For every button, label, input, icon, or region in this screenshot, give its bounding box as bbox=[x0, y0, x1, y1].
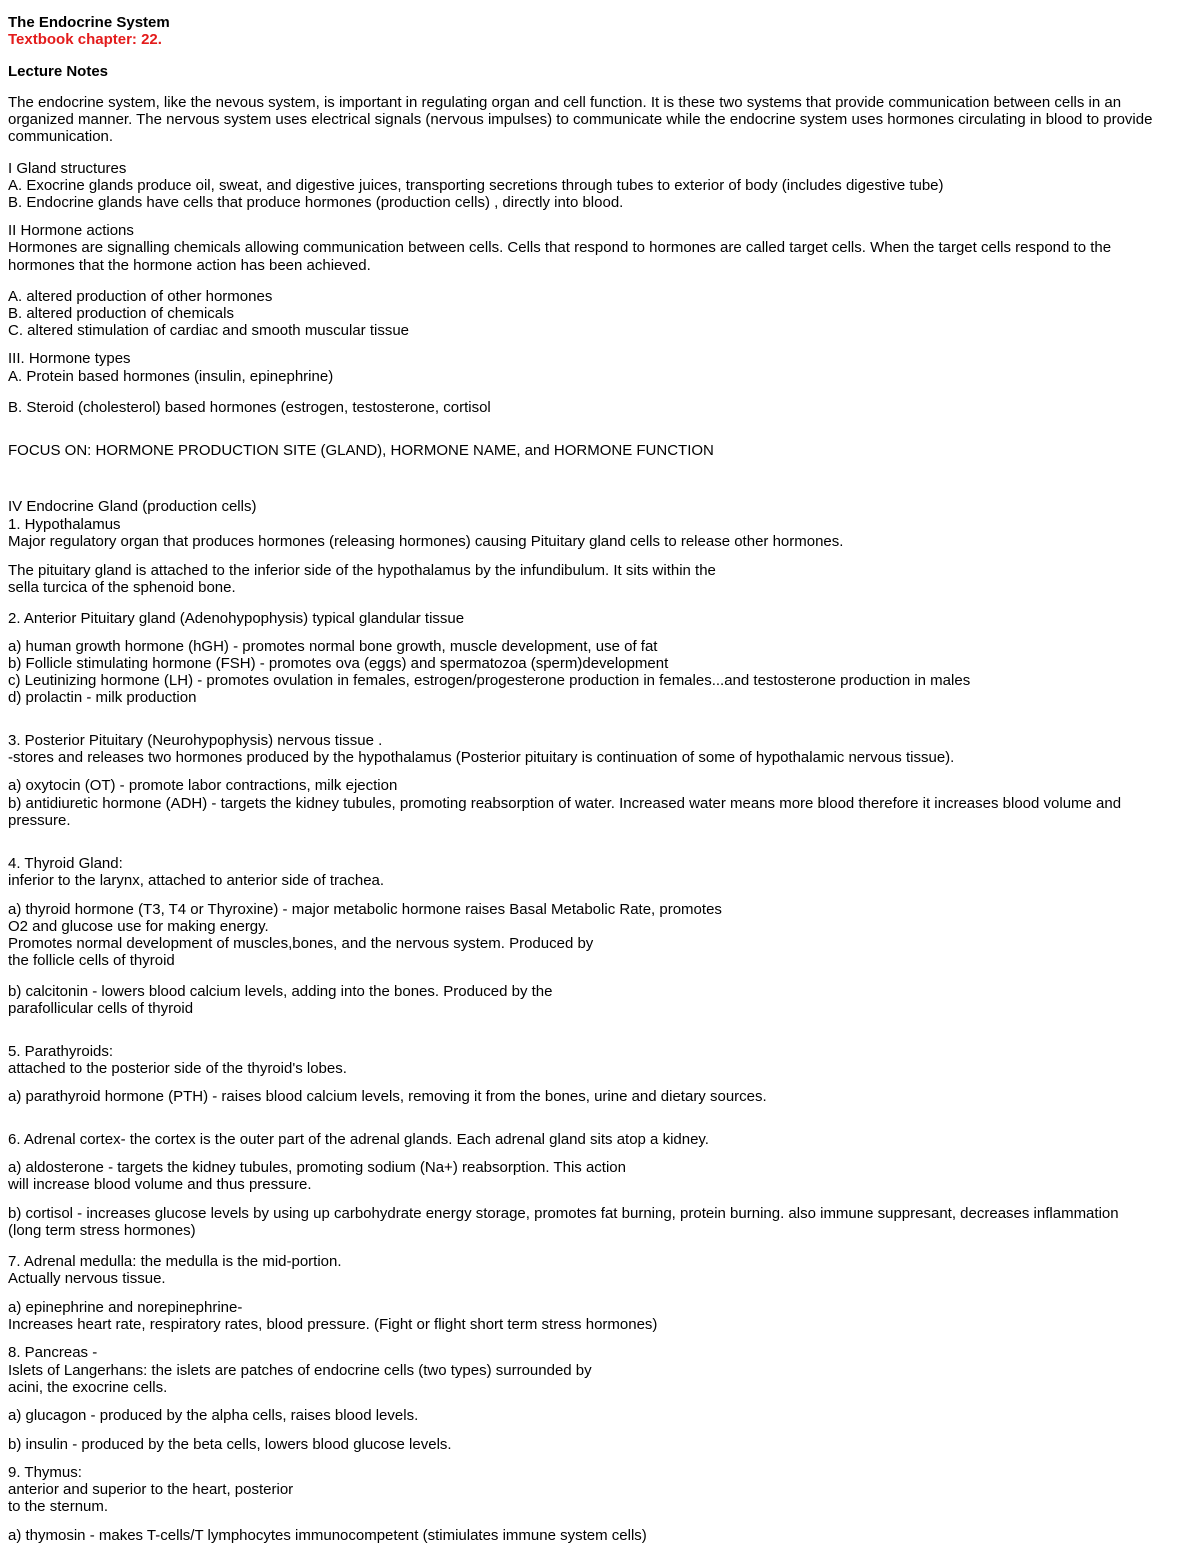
thymus-desc: to the sternum. bbox=[8, 1498, 109, 1515]
pancreas-item: a) glucagon - produced by the alpha cells, raises blood levels. bbox=[8, 1407, 419, 1424]
pancreas-desc: acini, the exocrine cells. bbox=[8, 1379, 168, 1396]
intro-line-2: organized manner. The nervous system uses electrical signals (nervous impulses) to communicate while the endocrine system uses hormones circulating in blood to provide bbox=[8, 111, 1153, 128]
hormone-actions-item: C. altered stimulation of cardiac and smooth muscular tissue bbox=[8, 322, 410, 339]
posterior-pituitary-desc: -stores and releases two hormones produced by the hypothalamus (Posterior pituitary is continuation of some of hypothalamic nervous tissue). bbox=[8, 749, 955, 766]
hormone-types-item: B. Steroid (cholesterol) based hormones (estrogen, testosterone, cortisol bbox=[8, 399, 491, 416]
adrenal-medulla-item: a) epinephrine and norepinephrine- bbox=[8, 1299, 243, 1316]
chapter-reference: Textbook chapter: 22. bbox=[8, 31, 162, 48]
thyroid-item: Promotes normal development of muscles,bones, and the nervous system. Produced by bbox=[8, 935, 594, 952]
parathyroids-heading: 5. Parathyroids: bbox=[8, 1043, 114, 1060]
gland-structures-heading: I Gland structures bbox=[8, 160, 127, 177]
hormone-actions-desc: hormones that the hormone action has been achieved. bbox=[8, 257, 371, 274]
endocrine-glands-heading: IV Endocrine Gland (production cells) bbox=[8, 498, 257, 515]
gland-structures-item: A. Exocrine glands produce oil, sweat, and digestive juices, transporting secretions through tubes to exterior of body (includes digestive tube) bbox=[8, 177, 944, 194]
thyroid-item: O2 and glucose use for making energy. bbox=[8, 918, 269, 935]
section-heading: Lecture Notes bbox=[8, 63, 109, 80]
anterior-pituitary-item: b) Follicle stimulating hormone (FSH) - promotes ova (eggs) and spermatozoa (sperm)development bbox=[8, 655, 669, 672]
focus-note: FOCUS ON: HORMONE PRODUCTION SITE (GLAND), HORMONE NAME, and HORMONE FUNCTION bbox=[8, 442, 714, 459]
anterior-pituitary-item: c) Leutinizing hormone (LH) - promotes ovulation in females, estrogen/progesterone production in females...and testosterone production in males bbox=[8, 672, 971, 689]
adrenal-cortex-item: (long term stress hormones) bbox=[8, 1222, 196, 1239]
thyroid-item: the follicle cells of thyroid bbox=[8, 952, 175, 969]
thyroid-item: a) thyroid hormone (T3, T4 or Thyroxine) - major metabolic hormone raises Basal Metabolic Rate, promotes bbox=[8, 901, 722, 918]
anterior-pituitary-item: a) human growth hormone (hGH) - promotes normal bone growth, muscle development, use of fat bbox=[8, 638, 658, 655]
anterior-pituitary-heading: 2. Anterior Pituitary gland (Adenohypophysis) typical glandular tissue bbox=[8, 610, 465, 627]
parathyroids-desc: attached to the posterior side of the thyroid's lobes. bbox=[8, 1060, 347, 1077]
hypothalamus-heading: 1. Hypothalamus bbox=[8, 516, 121, 533]
thyroid-item: b) calcitonin - lowers blood calcium levels, adding into the bones. Produced by the bbox=[8, 983, 553, 1000]
pancreas-heading: 8. Pancreas - bbox=[8, 1344, 98, 1361]
document-title: The Endocrine System bbox=[8, 14, 170, 31]
thymus-desc: anterior and superior to the heart, posterior bbox=[8, 1481, 294, 1498]
anterior-pituitary-item: d) prolactin - milk production bbox=[8, 689, 197, 706]
adrenal-medulla-heading: 7. Adrenal medulla: the medulla is the mid-portion. bbox=[8, 1253, 342, 1270]
hormone-types-item: A. Protein based hormones (insulin, epinephrine) bbox=[8, 368, 334, 385]
intro-line-1: The endocrine system, like the nevous system, is important in regulating organ and cell function. It is these two systems that provide communication between cells in an bbox=[8, 94, 1122, 111]
adrenal-cortex-item: a) aldosterone - targets the kidney tubules, promoting sodium (Na+) reabsorption. This action bbox=[8, 1159, 626, 1176]
adrenal-medulla-desc: Actually nervous tissue. bbox=[8, 1270, 166, 1287]
intro-line-3: communication. bbox=[8, 128, 114, 145]
thyroid-desc: inferior to the larynx, attached to anterior side of trachea. bbox=[8, 872, 385, 889]
posterior-pituitary-item: b) antidiuretic hormone (ADH) - targets the kidney tubules, promoting reabsorption of water. Increased water means more blood therefore it increases blood volume and bbox=[8, 795, 1122, 812]
posterior-pituitary-item: a) oxytocin (OT) - promote labor contractions, milk ejection bbox=[8, 777, 398, 794]
pancreas-item: b) insulin - produced by the beta cells, lowers blood glucose levels. bbox=[8, 1436, 452, 1453]
adrenal-cortex-heading: 6. Adrenal cortex- the cortex is the outer part of the adrenal glands. Each adrenal gland sits atop a kidney. bbox=[8, 1131, 709, 1148]
adrenal-cortex-item: will increase blood volume and thus pressure. bbox=[8, 1176, 312, 1193]
thymus-heading: 9. Thymus: bbox=[8, 1464, 82, 1481]
posterior-pituitary-item: pressure. bbox=[8, 812, 71, 829]
hormone-actions-item: A. altered production of other hormones bbox=[8, 288, 273, 305]
parathyroids-item: a) parathyroid hormone (PTH) - raises blood calcium levels, removing it from the bones, urine and dietary sources. bbox=[8, 1088, 767, 1105]
adrenal-cortex-item: b) cortisol - increases glucose levels by using up carbohydrate energy storage, promotes fat burning, protein burning. also immune suppresant, decreases inflammation bbox=[8, 1205, 1119, 1222]
pancreas-desc: Islets of Langerhans: the islets are patches of endocrine cells (two types) surrounded by bbox=[8, 1362, 592, 1379]
adrenal-medulla-item: Increases heart rate, respiratory rates, blood pressure. (Fight or flight short term stress hormones) bbox=[8, 1316, 658, 1333]
pituitary-desc: sella turcica of the sphenoid bone. bbox=[8, 579, 236, 596]
pituitary-desc: The pituitary gland is attached to the inferior side of the hypothalamus by the infundibulum. It sits within the bbox=[8, 562, 716, 579]
posterior-pituitary-heading: 3. Posterior Pituitary (Neurohypophysis) nervous tissue . bbox=[8, 732, 383, 749]
thyroid-heading: 4. Thyroid Gland: bbox=[8, 855, 123, 872]
hormone-types-heading: III. Hormone types bbox=[8, 350, 131, 367]
hormone-actions-desc: Hormones are signalling chemicals allowing communication between cells. Cells that respond to hormones are called target cells. When the target cells respond to the bbox=[8, 239, 1112, 256]
hormone-actions-heading: II Hormone actions bbox=[8, 222, 134, 239]
thyroid-item: parafollicular cells of thyroid bbox=[8, 1000, 194, 1017]
gland-structures-item: B. Endocrine glands have cells that produce hormones (production cells) , directly into blood. bbox=[8, 194, 624, 211]
thymus-item: a) thymosin - makes T-cells/T lymphocytes immunocompetent (stimiulates immune system cells) bbox=[8, 1527, 647, 1544]
hypothalamus-desc: Major regulatory organ that produces hormones (releasing hormones) causing Pituitary gland cells to release other hormones. bbox=[8, 533, 844, 550]
hormone-actions-item: B. altered production of chemicals bbox=[8, 305, 234, 322]
